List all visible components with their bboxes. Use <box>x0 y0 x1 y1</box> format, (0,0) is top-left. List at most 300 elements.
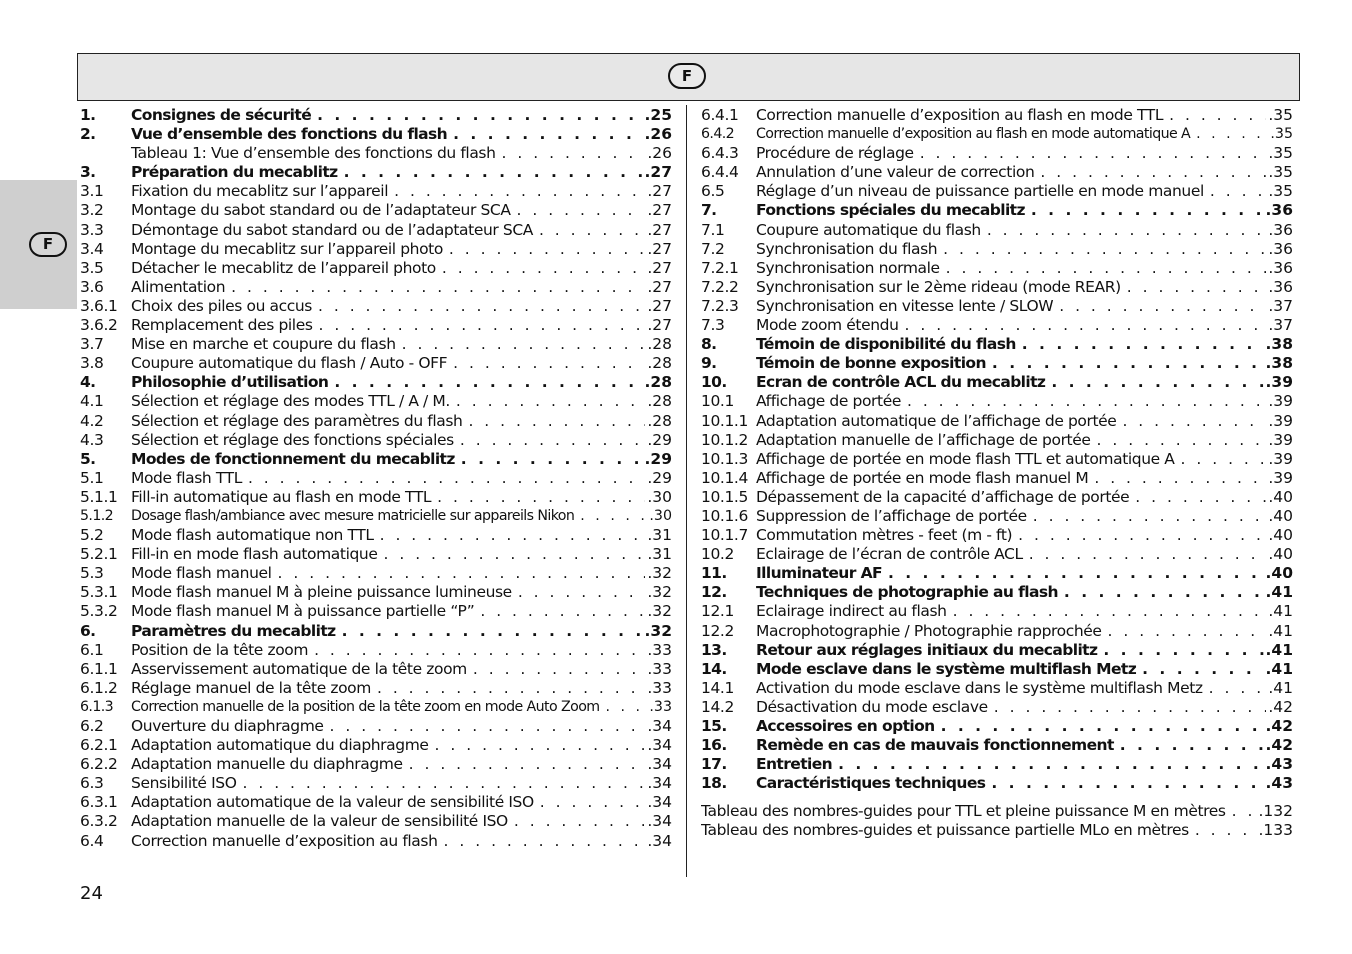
toc-entry-page: .28 <box>647 392 672 411</box>
toc-entry-title: Paramètres du mecablitz <box>131 621 336 640</box>
toc-entry <box>80 373 672 392</box>
toc-entry <box>80 526 672 545</box>
toc-leader-dots <box>231 278 645 297</box>
toc-entry-title: Illuminateur AF <box>756 564 882 583</box>
toc-right-column <box>701 106 1293 793</box>
toc-entry-page: .41 <box>1268 678 1293 697</box>
toc-entry-page: .38 <box>1265 335 1293 354</box>
toc-entry-title: Adaptation automatique du diaphragme <box>131 736 429 755</box>
toc-leader-dots <box>1120 736 1264 755</box>
toc-leader-dots <box>409 755 646 774</box>
toc-entry <box>80 488 672 507</box>
toc-leader-dots <box>1029 545 1267 564</box>
toc-entry-page: .35 <box>1268 106 1293 124</box>
toc-leader-dots <box>540 793 646 812</box>
toc-entry-page: .29 <box>647 468 672 487</box>
toc-entry-page: .32 <box>647 602 672 621</box>
toc-entry-title: Suppression de l’affichage de portée <box>756 506 1027 525</box>
toc-entry-title: Caractéristiques techniques <box>756 774 986 793</box>
toc-entry-number: 6.1.1 <box>80 659 118 678</box>
toc-entry-number: 3.3 <box>80 220 104 239</box>
toc-entry <box>701 660 1293 679</box>
toc-entry-number: 6.1.3 <box>80 698 114 715</box>
toc-leader-dots <box>461 450 643 469</box>
toc-entry-number: 11. <box>701 564 727 583</box>
toc-entry <box>80 201 672 220</box>
toc-entry-number: 3.7 <box>80 335 104 354</box>
toc-entry-number: 3.6.2 <box>80 316 118 335</box>
toc-entry-page: .42 <box>1268 697 1293 716</box>
toc-leader-dots <box>943 240 1266 259</box>
toc-entry-page: .37 <box>1268 296 1293 315</box>
toc-entry-number: 14.2 <box>701 697 734 716</box>
toc-leader-dots <box>994 698 1267 717</box>
toc-entry-page: .41 <box>1265 659 1293 678</box>
toc-leader-dots <box>606 698 648 717</box>
toc-entry <box>80 602 672 621</box>
toc-entry-title: Réglage manuel de la tête zoom <box>131 678 371 697</box>
toc-entry-title: Tableau 1: Vue d’ensemble des fonctions du flash <box>131 144 496 163</box>
toc-entry-number: 17. <box>701 755 727 774</box>
toc-entry <box>701 602 1293 621</box>
toc-entry-number: 5.3.1 <box>80 583 118 602</box>
toc-entry-title: Démontage du sabot standard ou de l’adaptateur SCA <box>131 220 533 239</box>
toc-entry-title: Synchronisation du flash <box>756 239 938 258</box>
toc-entry-page: .30 <box>649 507 672 524</box>
toc-entry-title: Fill-in automatique au flash en mode TTL <box>131 487 432 506</box>
toc-entry-page: .27 <box>647 296 672 315</box>
toc-entry <box>701 201 1293 220</box>
toc-entry-number: 12. <box>701 583 727 602</box>
toc-entry-title: Eclairage de l’écran de contrôle ACL <box>756 545 1023 564</box>
toc-entry-title: Détacher le mecablitz de l’appareil photo <box>131 258 436 277</box>
toc-entry-page: .42 <box>1265 717 1293 735</box>
toc-entry-page: .27 <box>647 239 672 258</box>
toc-leader-dots <box>991 774 1263 793</box>
toc-entry-number: 10.2 <box>701 545 734 564</box>
toc-leader-dots <box>334 373 642 392</box>
toc-entry-title: Sélection et réglage des modes TTL / A / M. <box>131 392 450 411</box>
toc-entry <box>701 335 1293 354</box>
toc-entry <box>701 259 1293 278</box>
toc-entry <box>80 431 672 450</box>
toc-entry <box>701 316 1293 335</box>
toc-entry-number: 4. <box>80 373 96 392</box>
language-badge: F <box>668 63 706 89</box>
toc-entry-title: Alimentation <box>131 277 226 296</box>
toc-leader-dots <box>517 201 646 220</box>
toc-entry-number: 3.4 <box>80 239 104 258</box>
toc-leader-dots <box>442 259 645 278</box>
toc-entry-page: .35 <box>1268 182 1293 201</box>
toc-entry-page: .27 <box>644 163 672 182</box>
toc-leader-dots <box>992 354 1264 373</box>
toc-entry-number: 6.4 <box>80 831 104 850</box>
toc-entry-number: 7.2.3 <box>701 296 739 315</box>
toc-entry-number: 6.3.2 <box>80 812 118 831</box>
toc-entry <box>701 821 1293 840</box>
toc-entry-number: 6.5 <box>701 182 725 201</box>
tables-list <box>701 802 1293 840</box>
toc-entry-title: Sensibilité ISO <box>131 774 237 793</box>
toc-entry-title: Adaptation manuelle du diaphragme <box>131 755 403 774</box>
toc-entry-title: Sélection et réglage des fonctions spéciales <box>131 430 454 449</box>
toc-entry <box>701 698 1293 717</box>
toc-entry <box>701 144 1293 163</box>
toc-entry-page: .38 <box>1265 354 1293 373</box>
toc-entry <box>701 182 1293 201</box>
toc-leader-dots <box>402 335 646 354</box>
toc-leader-dots <box>1059 297 1266 316</box>
toc-entry <box>701 564 1293 583</box>
toc-entry-page: .33 <box>647 659 672 678</box>
toc-leader-dots <box>319 316 646 335</box>
toc-entry <box>80 278 672 297</box>
toc-entry <box>80 144 672 163</box>
toc-entry <box>80 717 672 736</box>
toc-entry-page: .36 <box>1268 220 1293 239</box>
toc-entry <box>701 545 1293 564</box>
toc-entry-title: Consignes de sécurité <box>131 106 312 124</box>
toc-entry-title: Ouverture du diaphragme <box>131 717 324 735</box>
toc-entry <box>701 583 1293 602</box>
toc-entry-number: 7.2 <box>701 239 725 258</box>
toc-entry <box>80 182 672 201</box>
toc-leader-dots <box>1142 660 1263 679</box>
toc-leader-dots <box>1097 431 1267 450</box>
toc-leader-dots <box>453 125 642 144</box>
toc-entry-title: Position de la tête zoom <box>131 640 309 659</box>
toc-leader-dots <box>907 392 1266 411</box>
toc-entry <box>701 354 1293 373</box>
toc-entry-title: Désactivation du mode esclave <box>756 697 988 716</box>
toc-entry <box>701 469 1293 488</box>
toc-entry-page: .43 <box>1265 755 1293 774</box>
toc-entry-page: .39 <box>1265 373 1293 392</box>
toc-leader-dots <box>380 526 646 545</box>
toc-leader-dots <box>278 564 646 583</box>
toc-leader-dots <box>314 641 645 660</box>
toc-entry-title: Mode flash manuel M à pleine puissance lumineuse <box>131 583 512 602</box>
toc-entry-title: Mise en marche et coupure du flash <box>131 335 396 354</box>
toc-entry-number: 5.1.1 <box>80 487 118 506</box>
toc-entry <box>80 793 672 812</box>
toc-leader-dots <box>1033 507 1267 526</box>
toc-entry <box>80 545 672 564</box>
toc-entry-title: Philosophie d’utilisation <box>131 373 329 392</box>
toc-entry-number: 3.2 <box>80 201 104 220</box>
toc-entry-page: .29 <box>644 449 672 468</box>
toc-entry-number: 6.1.2 <box>80 678 118 697</box>
toc-entry-number: 15. <box>701 717 727 735</box>
toc-entry-page: .36 <box>1268 258 1293 277</box>
toc-entry-title: Synchronisation normale <box>756 258 940 277</box>
toc-entry-page: .43 <box>1265 774 1293 793</box>
toc-entry-page: .36 <box>1268 239 1293 258</box>
toc-leader-dots <box>1108 622 1267 641</box>
toc-entry-number: 6.3 <box>80 774 104 793</box>
toc-entry-page: .39 <box>1268 468 1293 487</box>
toc-leader-dots <box>514 812 645 831</box>
toc-entry-number: 10.1.6 <box>701 506 748 525</box>
toc-entry-number: 6. <box>80 621 96 640</box>
toc-entry-title: Sélection et réglage des paramètres du flash <box>131 411 463 430</box>
toc-entry-page: .28 <box>647 335 672 354</box>
toc-entry-page: .34 <box>647 793 672 812</box>
toc-entry <box>701 622 1293 641</box>
toc-entry <box>80 469 672 488</box>
toc-leader-dots <box>473 660 645 679</box>
toc-leader-dots <box>330 717 646 736</box>
toc-entry-page: .41 <box>1265 640 1293 659</box>
toc-entry-title: Ecran de contrôle ACL du mecablitz <box>756 373 1046 392</box>
toc-entry <box>80 736 672 755</box>
toc-entry-number: 6.3.1 <box>80 793 118 812</box>
toc-entry-number: 3.1 <box>80 182 104 201</box>
toc-entry-page: .35 <box>1268 163 1293 182</box>
toc-entry-number: 6.1 <box>80 640 104 659</box>
toc-entry-number: 8. <box>701 335 717 354</box>
toc-entry-page: .33 <box>649 698 672 715</box>
toc-entry-page: .40 <box>1268 545 1293 564</box>
toc-entry-number: 16. <box>701 736 727 755</box>
toc-entry <box>701 373 1293 392</box>
side-language-tab <box>0 180 77 309</box>
toc-entry-page: .27 <box>647 277 672 296</box>
toc-entry-number: 10.1.4 <box>701 468 748 487</box>
toc-entry-page: .32 <box>644 621 672 640</box>
toc-entry-page: .31 <box>647 545 672 564</box>
toc-leader-dots <box>946 259 1267 278</box>
toc-entry-title: Mode zoom étendu <box>756 316 899 335</box>
toc-entry-number: 10. <box>701 373 727 392</box>
toc-leader-dots <box>1127 278 1267 297</box>
toc-entry <box>80 221 672 240</box>
toc-entry-number: 4.3 <box>80 430 104 449</box>
toc-entry-title: Témoin de disponibilité du flash <box>756 335 1016 354</box>
toc-entry-number: 6.4.3 <box>701 144 739 163</box>
toc-entry-number: 5.1 <box>80 468 104 487</box>
toc-entry-page: .32 <box>647 564 672 583</box>
toc-entry-number: 3.6.1 <box>80 296 118 315</box>
toc-entry-title: Remède en cas de mauvais fonctionnement <box>756 736 1114 755</box>
toc-entry <box>80 316 672 335</box>
toc-leader-dots <box>580 507 647 526</box>
toc-entry-number: 7.3 <box>701 316 725 335</box>
toc-entry-title: Remplacement des piles <box>131 316 313 335</box>
toc-entry-title: Réglage d’un niveau de puissance partielle en mode manuel <box>756 182 1204 201</box>
toc-entry-title: Fixation du mecablitz sur l’appareil <box>131 182 389 201</box>
toc-entry <box>80 163 672 182</box>
toc-entry-number: 10.1.3 <box>701 449 748 468</box>
toc-entry-number: 10.1.5 <box>701 487 748 506</box>
header-band <box>77 53 1300 101</box>
toc-entry-number: 5. <box>80 449 96 468</box>
toc-entry <box>701 431 1293 450</box>
toc-leader-dots <box>444 832 646 851</box>
toc-entry-number: 13. <box>701 640 727 659</box>
toc-entry-page: .37 <box>1268 316 1293 335</box>
toc-leader-dots <box>449 240 645 259</box>
toc-entry-title: Tableau des nombres-guides pour TTL et pleine puissance M en mètres <box>701 802 1226 820</box>
toc-entry-page: .39 <box>1268 392 1293 411</box>
toc-entry-page: .27 <box>647 182 672 201</box>
toc-entry-number: 14. <box>701 659 727 678</box>
toc-leader-dots <box>1232 802 1257 821</box>
toc-entry <box>701 526 1293 545</box>
toc-entry-title: Dosage flash/ambiance avec mesure matricielle sur appareils Nikon <box>131 507 575 524</box>
toc-leader-dots <box>1169 106 1266 125</box>
toc-leader-dots <box>1181 450 1267 469</box>
toc-leader-dots <box>1195 821 1257 840</box>
toc-leader-dots <box>1210 182 1266 201</box>
toc-entry-page: .41 <box>1265 583 1293 602</box>
toc-leader-dots <box>1196 125 1268 144</box>
toc-entry-page: .34 <box>647 717 672 735</box>
toc-entry <box>701 297 1293 316</box>
toc-entry-page: .39 <box>1268 411 1293 430</box>
toc-entry-title: Modes de fonctionnement du mecablitz <box>131 449 455 468</box>
toc-leader-dots <box>456 392 645 411</box>
toc-entry <box>701 278 1293 297</box>
toc-leader-dots <box>243 774 646 793</box>
toc-entry-title: Préparation du mecablitz <box>131 163 338 182</box>
toc-entry-page: .36 <box>1268 277 1293 296</box>
toc-entry-title: Mode flash manuel M à puissance partielle “P” <box>131 602 475 621</box>
toc-leader-dots <box>518 583 646 602</box>
toc-entry-page: .27 <box>647 220 672 239</box>
toc-entry-number: 7.2.2 <box>701 277 739 296</box>
toc-entry-title: Vue d’ensemble des fonctions du flash <box>131 125 448 144</box>
toc-entry <box>701 240 1293 259</box>
toc-entry <box>80 392 672 411</box>
toc-entry-page: .39 <box>1268 449 1293 468</box>
toc-entry <box>80 335 672 354</box>
toc-entry <box>80 698 672 717</box>
toc-entry <box>701 736 1293 755</box>
toc-entry <box>701 392 1293 411</box>
page-number: 24 <box>80 883 103 904</box>
toc-entry-title: Tableau des nombres-guides et puissance partielle MLo en mètres <box>701 821 1189 840</box>
toc-entry-number: 5.2.1 <box>80 545 118 564</box>
toc-entry <box>701 507 1293 526</box>
toc-entry-page: .42 <box>1265 736 1293 755</box>
toc-entry <box>701 125 1293 144</box>
toc-entry-page: .40 <box>1268 506 1293 525</box>
toc-entry-page: .40 <box>1268 487 1293 506</box>
toc-entry-title: Synchronisation en vitesse lente / SLOW <box>756 296 1054 315</box>
toc-entry <box>80 832 672 851</box>
toc-entry-number: 4.2 <box>80 411 104 430</box>
toc-leader-dots <box>435 736 646 755</box>
toc-leader-dots <box>953 602 1267 621</box>
toc-entry-number: 10.1.7 <box>701 526 748 545</box>
toc-entry-page: .28 <box>647 411 672 430</box>
toc-entry-number: 7.1 <box>701 220 725 239</box>
toc-entry-page: .35 <box>1268 144 1293 163</box>
toc-entry-title: Fill-in en mode flash automatique <box>131 545 378 564</box>
toc-entry-title: Fonctions spéciales du mecablitz <box>756 201 1025 220</box>
toc-leader-dots <box>905 316 1267 335</box>
toc-entry-number: 3.5 <box>80 258 104 277</box>
toc-entry-number: 5.3 <box>80 564 104 583</box>
toc-entry-title: Synchronisation sur le 2ème rideau (mode REAR) <box>756 277 1121 296</box>
toc-entry-page: .34 <box>647 812 672 831</box>
toc-entry-page: .26 <box>647 144 672 163</box>
toc-entry-title: Dépassement de la capacité d’affichage de portée <box>756 487 1130 506</box>
toc-leader-dots <box>460 431 645 450</box>
toc-entry <box>80 297 672 316</box>
toc-entry <box>80 240 672 259</box>
toc-leader-dots <box>1094 469 1266 488</box>
toc-entry-page: .27 <box>647 201 672 220</box>
toc-entry-page: .41 <box>1268 602 1293 621</box>
toc-entry-title: Accessoires en option <box>756 717 935 735</box>
toc-entry-title: Correction manuelle d’exposition au flash <box>131 831 438 850</box>
toc-entry-title: Entretien <box>756 755 833 774</box>
toc-entry-number: 9. <box>701 354 717 373</box>
toc-entry-title: Asservissement automatique de la tête zoom <box>131 659 467 678</box>
toc-entry-title: Coupure automatique du flash <box>756 220 981 239</box>
toc-leader-dots <box>453 354 645 373</box>
toc-entry-title: Annulation d’une valeur de correction <box>756 163 1035 182</box>
toc-entry-page: .34 <box>647 755 672 774</box>
toc-entry-number: 18. <box>701 774 727 793</box>
toc-leader-dots <box>318 297 645 316</box>
toc-entry-number: 1. <box>80 106 96 124</box>
toc-leader-dots <box>1022 335 1264 354</box>
toc-entry-title: Retour aux réglages initiaux du mecablitz <box>756 640 1098 659</box>
toc-entry <box>80 660 672 679</box>
toc-entry-page: .33 <box>647 678 672 697</box>
toc-entry <box>701 641 1293 660</box>
toc-entry-title: Choix des piles ou accus <box>131 296 312 315</box>
toc-entry <box>701 163 1293 182</box>
toc-entry-number: 7. <box>701 201 717 220</box>
toc-leader-dots <box>1103 641 1263 660</box>
toc-entry-page: .33 <box>647 640 672 659</box>
toc-leader-dots <box>838 755 1263 774</box>
toc-entry <box>701 679 1293 698</box>
toc-entry-title: Macrophotographie / Photographie rapprochée <box>756 621 1102 640</box>
toc-entry-title: Mode esclave dans le système multiflash Metz <box>756 659 1137 678</box>
toc-entry-title: Mode flash TTL <box>131 468 242 487</box>
toc-entry-page: .39 <box>1268 430 1293 449</box>
toc-entry-number: 14.1 <box>701 678 734 697</box>
toc-leader-dots <box>539 221 645 240</box>
toc-entry <box>80 507 672 526</box>
toc-entry-title: Commutation mètres - feet (m - ft) <box>756 526 1013 545</box>
toc-entry-page: .26 <box>644 125 672 144</box>
toc-entry-number: 3.8 <box>80 354 104 373</box>
toc-leader-dots <box>468 412 645 431</box>
toc-entry <box>701 774 1293 793</box>
toc-entry-page: .132 <box>1258 802 1293 820</box>
toc-entry-title: Témoin de bonne exposition <box>756 354 986 373</box>
toc-entry-title: Activation du mode esclave dans le système multiflash Metz <box>756 678 1203 697</box>
toc-leader-dots <box>502 144 646 163</box>
toc-entry-title: Montage du sabot standard ou de l’adaptateur SCA <box>131 201 511 220</box>
toc-leader-dots <box>1018 526 1266 545</box>
toc-entry-number: 3. <box>80 163 96 182</box>
toc-entry-number: 6.4.4 <box>701 163 739 182</box>
toc-entry-page: .30 <box>647 487 672 506</box>
toc-entry-page: .28 <box>644 373 672 392</box>
toc-entry-title: Affichage de portée en mode flash manuel M <box>756 468 1089 487</box>
toc-leader-dots <box>941 717 1264 736</box>
toc-leader-dots <box>1051 373 1263 392</box>
toc-leader-dots <box>1031 201 1264 220</box>
